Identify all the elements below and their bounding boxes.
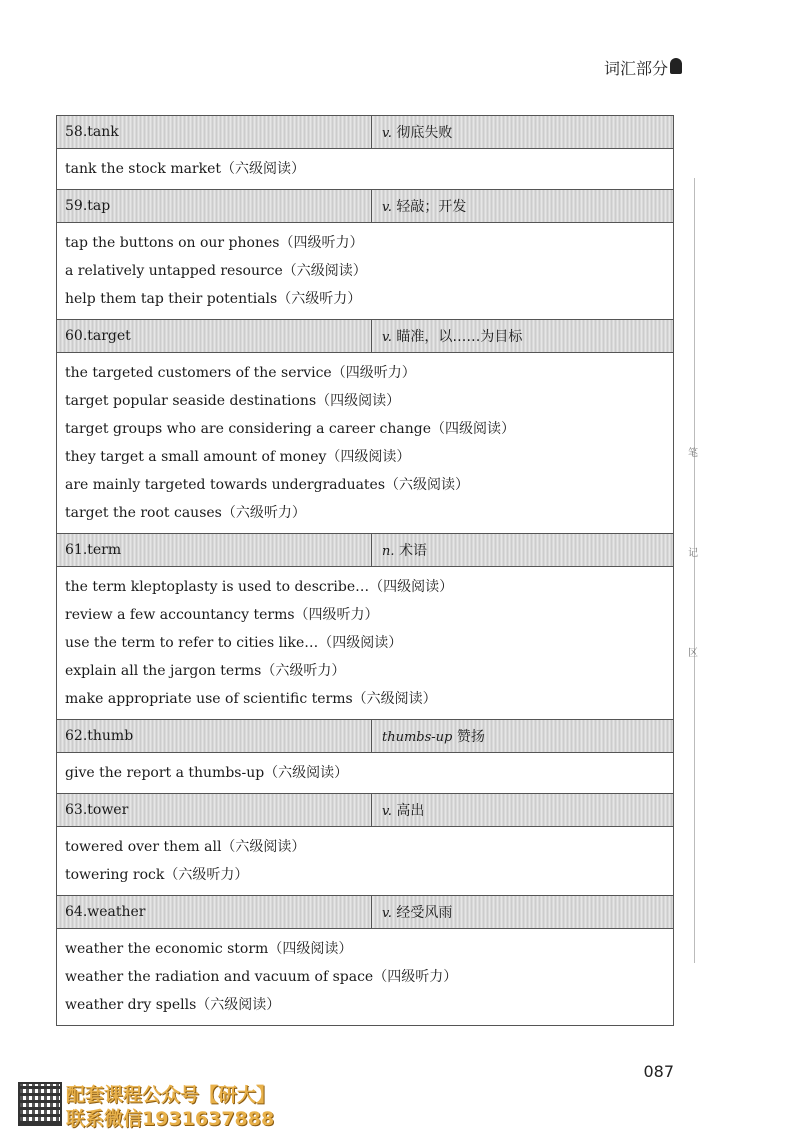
entry-meaning: [372, 720, 674, 753]
examples-cell: [57, 567, 674, 720]
example-line: towered over them all（六级阅读）: [65, 839, 306, 855]
entry-definition: 经受风雨: [396, 905, 453, 921]
example-line: review a few accountancy terms（四级听力）: [65, 607, 379, 623]
entry-definition: 轻敲；开发: [396, 199, 467, 215]
entry-header-row: [57, 720, 674, 753]
watermark-line: 联系微信1931637888: [66, 1108, 275, 1130]
entry-word: 64.weather: [57, 896, 372, 929]
example-line: are mainly targeted towards undergraduates（六级阅读）: [65, 477, 470, 493]
entry-examples-row: [57, 567, 674, 720]
example-line: make appropriate use of scientific terms（六级阅读）: [65, 691, 437, 707]
examples-cell: [57, 929, 674, 1026]
entry-meaning: [372, 794, 674, 827]
qr-code-icon: [18, 1082, 62, 1126]
entry-word: 63.tower: [57, 794, 372, 827]
entry-examples-row: [57, 827, 674, 896]
entry-examples-row: [57, 929, 674, 1026]
example-line: they target a small amount of money（四级阅读）: [65, 449, 411, 465]
entry-examples-row: [57, 149, 674, 190]
example-line: weather dry spells（六级阅读）: [65, 997, 281, 1013]
entry-definition: 高出: [396, 803, 425, 819]
entry-pos: v.: [382, 200, 392, 215]
entry-word: 60.target: [57, 320, 372, 353]
entry-header-row: [57, 794, 674, 827]
entry-pos: v.: [382, 126, 392, 141]
notes-label-char: 记: [688, 548, 698, 559]
entry-pos: v.: [382, 330, 392, 345]
example-line: towering rock（六级听力）: [65, 867, 249, 883]
example-line: help them tap their potentials（六级听力）: [65, 291, 362, 307]
notes-label-char: 笔: [688, 448, 698, 459]
entry-header-row: [57, 534, 674, 567]
examples-cell: [57, 149, 674, 190]
examples-cell: [57, 223, 674, 320]
vocab-table: [56, 115, 674, 1026]
example-line: weather the economic storm（四级阅读）: [65, 941, 353, 957]
examples-cell: [57, 753, 674, 794]
example-line: target the root causes（六级听力）: [65, 505, 306, 521]
example-line: give the report a thumbs-up（六级阅读）: [65, 765, 349, 781]
entry-definition: 术语: [398, 543, 427, 559]
entry-header-row: [57, 116, 674, 149]
entry-examples-row: [57, 753, 674, 794]
watermark-line: 配套课程公众号【研大】: [66, 1084, 276, 1106]
example-line: use the term to refer to cities like…（四级阅读）: [65, 635, 403, 651]
examples-cell: [57, 353, 674, 534]
example-line: weather the radiation and vacuum of space（四级听力）: [65, 969, 458, 985]
entry-header-row: [57, 190, 674, 223]
owl-icon: [670, 58, 682, 74]
entry-pos: v.: [382, 804, 392, 819]
notes-label-char: 区: [688, 648, 698, 659]
example-line: tap the buttons on our phones（四级听力）: [65, 235, 364, 251]
entry-word: 62.thumb: [57, 720, 372, 753]
entry-pos: v.: [382, 906, 392, 921]
entry-header-row: [57, 896, 674, 929]
example-line: a relatively untapped resource（六级阅读）: [65, 263, 367, 279]
section-title: 词汇部分: [603, 59, 668, 78]
entry-meaning: [372, 896, 674, 929]
examples-cell: [57, 827, 674, 896]
notes-divider: [694, 178, 695, 963]
page-number: 087: [643, 1062, 674, 1081]
entry-definition: 赞扬: [456, 729, 485, 745]
entry-pos: n.: [382, 544, 395, 559]
entry-meaning: [372, 320, 674, 353]
entry-meaning: [372, 534, 674, 567]
example-line: target popular seaside destinations（四级阅读）: [65, 393, 401, 409]
example-line: tank the stock market（六级阅读）: [65, 161, 306, 177]
example-line: the term kleptoplasty is used to describe…（四级阅读）: [65, 579, 454, 595]
entry-word: 58.tank: [57, 116, 372, 149]
example-line: the targeted customers of the service（四级听力）: [65, 365, 416, 381]
entry-examples-row: [57, 223, 674, 320]
entry-meaning: [372, 190, 674, 223]
entry-pos: thumbs-up: [382, 730, 453, 745]
example-line: target groups who are considering a career change（四级阅读）: [65, 421, 515, 437]
entry-word: 61.term: [57, 534, 372, 567]
example-line: explain all the jargon terms（六级听力）: [65, 663, 346, 679]
entry-examples-row: [57, 353, 674, 534]
entry-definition: 彻底失败: [396, 125, 453, 141]
entry-definition: 瞄准，以……为目标: [396, 329, 523, 345]
entry-header-row: [57, 320, 674, 353]
entry-meaning: [372, 116, 674, 149]
entry-word: 59.tap: [57, 190, 372, 223]
